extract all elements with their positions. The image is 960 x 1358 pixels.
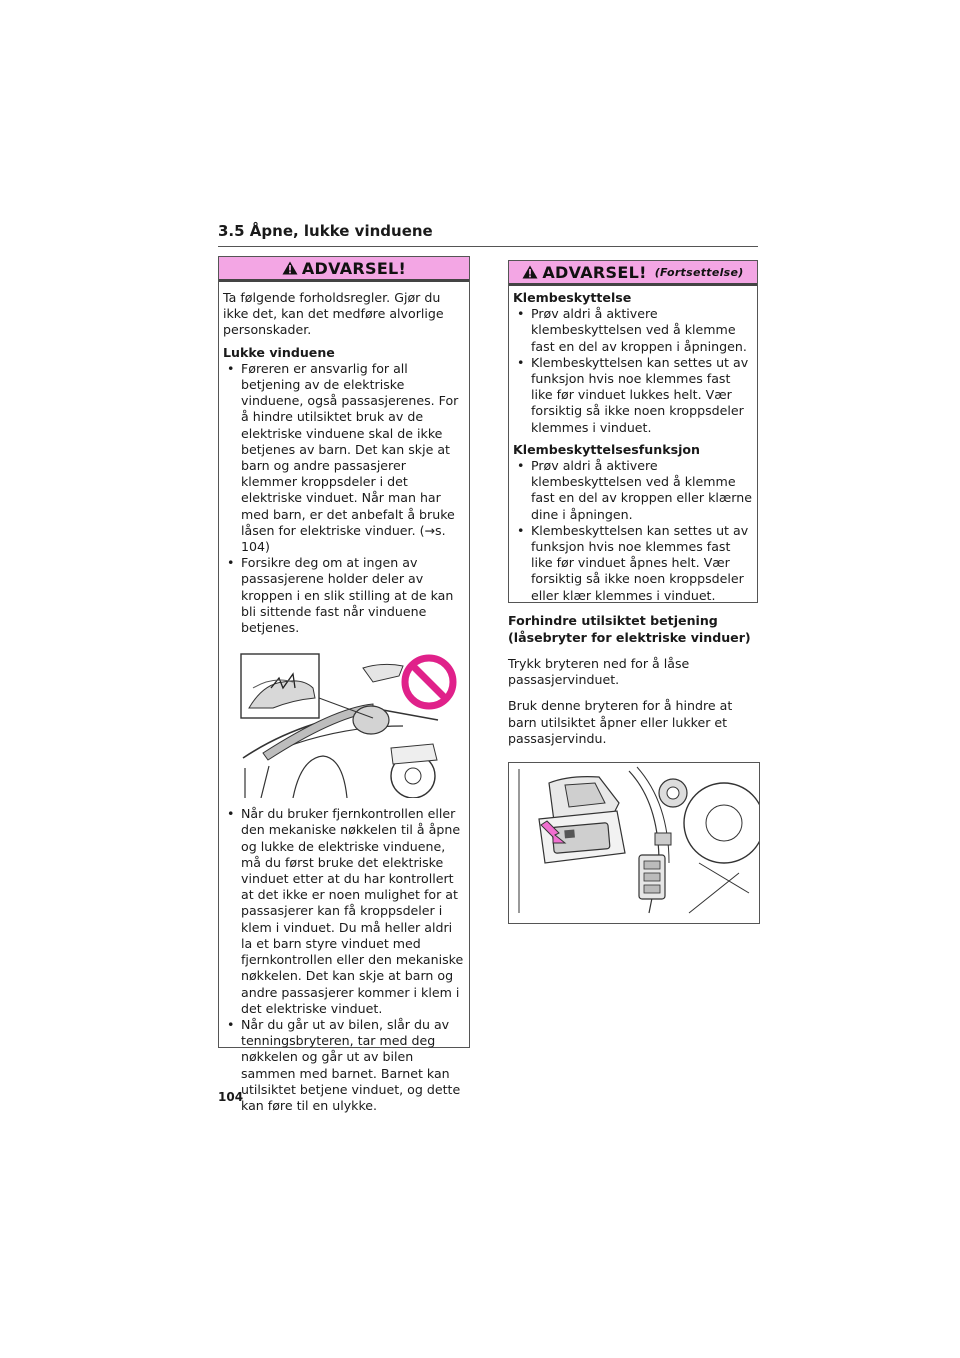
lock-switch-title-line2: (låsebryter for elektriske vinduer) [508, 630, 751, 645]
warning-title: ADVARSEL! [301, 258, 407, 278]
warning-triangle-icon [522, 265, 538, 279]
group-title: Klembeskyttelse [513, 290, 632, 305]
list-item: • Når du går ut av bilen, slår du av tenningsbryteren, tar med deg nøkkelen og går ut av bilen sammen med barnet. Barnet kan utilsiktet betjene vinduet, og dette kan føre til en ulykke. [223, 1017, 465, 1114]
section-title: 3.5 Åpne, lukke vinduene [218, 222, 758, 247]
lock-switch-title-line1: Forhindre utilsiktet betjening [508, 613, 718, 628]
warning-box-right [508, 260, 758, 603]
warning-intro: Ta følgende forholdsregler. Gjør du ikke det, kan det medføre alvorlige personskader. [223, 290, 444, 338]
warning-header [509, 261, 757, 286]
group-title: Lukke vinduene [223, 344, 335, 360]
warning-continued: (Fortsettelse) [654, 265, 744, 279]
illustration-hand-window [223, 648, 465, 798]
list-item: • Klembeskyttelsen kan settes ut av funksjon hvis noe klemmes fast like før vinduet lukkes helt. Vær forsiktig så ikke noen kroppsdeler klemmes i vinduet. [513, 355, 753, 436]
lock-switch-para1: Trykk bryteren ned for å låse passasjervinduet. [508, 656, 690, 688]
group-title: Klembeskyttelsesfunksjon [513, 441, 701, 457]
lock-switch-section [508, 612, 758, 747]
warning-box-left [218, 256, 470, 1113]
page-number: 104 [218, 1090, 244, 1104]
list-item: • Forsikre deg om at ingen av passasjerene holder deler av kroppen i en slik stilling at de kan bli sittende fast når vinduene betjenes. [223, 555, 465, 636]
lock-switch-para2: Bruk denne bryteren for å hindre at barn utilsiktet åpner eller lukker et passasjervindu. [508, 698, 733, 746]
warning-header [219, 257, 469, 282]
list-item: • Klembeskyttelsen kan settes ut av funksjon hvis noe klemmes fast like før vinduet åpnes helt. Vær forsiktig så ikke noen kroppsdeler eller klær klemmes i vinduet. [513, 523, 753, 604]
list-item: • Prøv aldri å aktivere klembeskyttelsen ved å klemme fast en del av kroppen i åpningen. [513, 306, 753, 355]
list-item: • Når du bruker fjernkontrollen eller den mekaniske nøkkelen til å åpne og lukke de elektriske vinduene, må du først bruke det elektriske vinduet etter at du har kontrollert at det ikke er noen mulighet for at passasjerer kan få kroppsdeler i klem i vinduet. Du må heller aldri la et barn styre vinduet med fjernkontrollen eller den mekaniske nøkkelen. Det kan skje at barn og andre passasjerer kommer i klem i det elektriske vinduet. [223, 806, 465, 1017]
warning-title: ADVARSEL! [542, 262, 647, 282]
list-item: • Føreren er ansvarlig for all betjening av de elektriske vinduene, også passasjerenes. For å hindre utilsiktet bruk av de elektriske vinduene skal de ikke betjenes av barn. Det kan skje at barn og andre passasjerer klemmer kroppsdeler i det elektriske vinduet. Når man har med barn, er det anbefalt å bruke låsen for elektriske vinduer. (→s. 104) [223, 361, 465, 555]
illustration-lock-switch [508, 762, 760, 924]
warning-triangle-icon [282, 261, 298, 275]
list-item: • Prøv aldri å aktivere klembeskyttelsen ved å klemme fast en del av kroppen eller klærne dine i åpningen. [513, 458, 753, 523]
